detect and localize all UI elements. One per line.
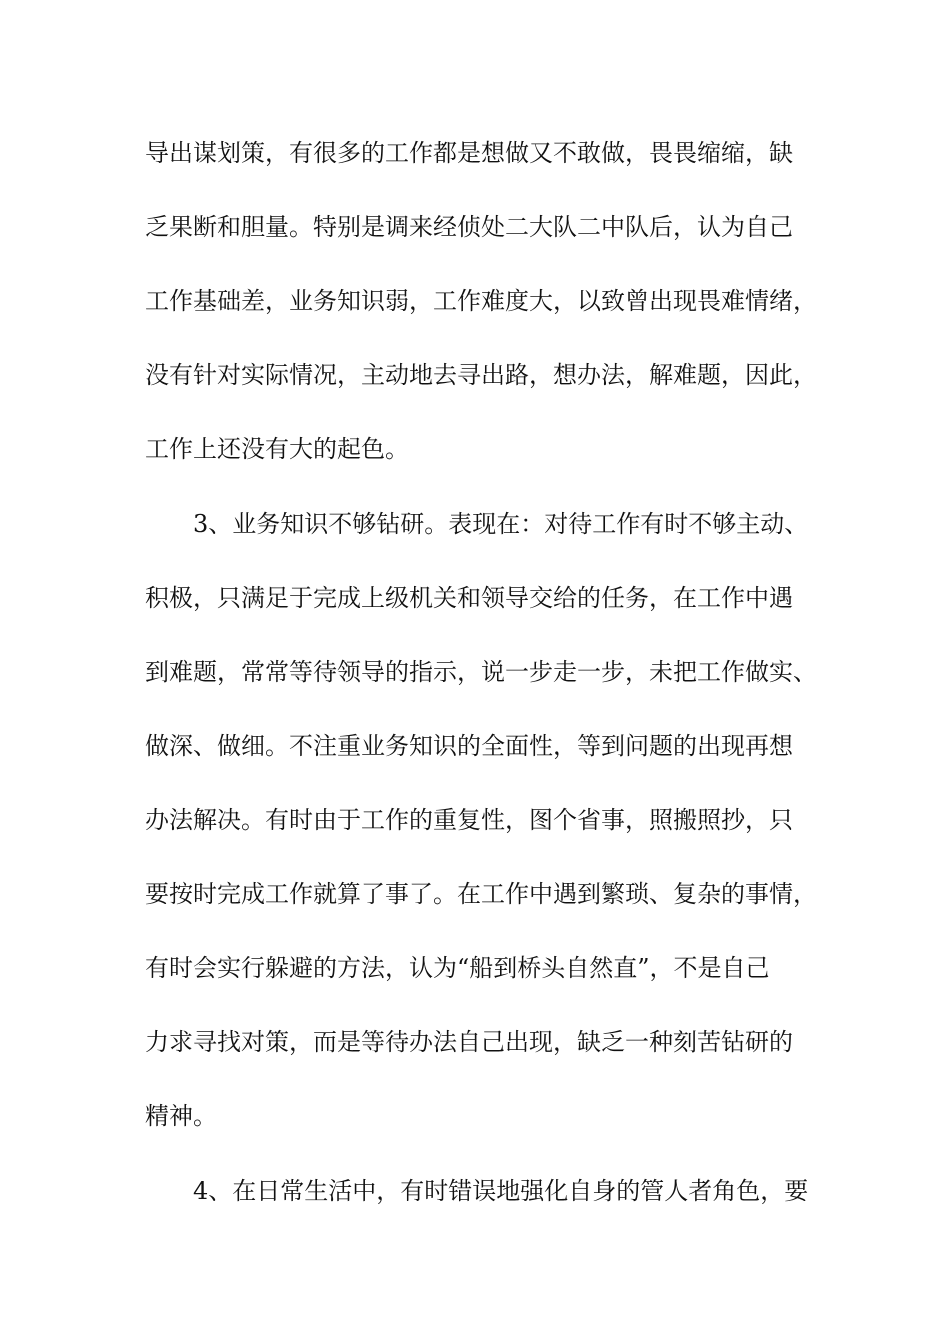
text-line-13: 力求寻找对策，而是等待办法自己出现，缺乏一种刻苦钻研的	[145, 1028, 793, 1056]
text-line-14: 精神。	[145, 1102, 217, 1130]
text-line-12: 有时会实行躲避的方法，认为“船到桥头自然直”，不是自己	[145, 954, 770, 982]
text-line-4: 没有针对实际情况，主动地去寻出路，想办法，解难题，因此，	[145, 361, 817, 389]
text-line-15: 4、在日常生活中，有时错误地强化自身的管人者角色，要	[193, 1177, 809, 1205]
text-line-7: 积极，只满足于完成上级机关和领导交给的任务，在工作中遇	[145, 584, 793, 612]
text-line-9: 做深、做细。不注重业务知识的全面性，等到问题的出现再想	[145, 732, 793, 760]
text-line-2: 乏果断和胆量。特别是调来经侦处二大队二中队后，认为自己	[145, 213, 793, 241]
text-line-8: 到难题，常常等待领导的指示，说一步走一步，未把工作做实、	[145, 658, 817, 686]
text-line-6: 3、业务知识不够钻研。表现在：对待工作有时不够主动、	[193, 510, 809, 538]
text-line-1: 导出谋划策，有很多的工作都是想做又不敢做，畏畏缩缩，缺	[145, 139, 793, 167]
text-line-11: 要按时完成工作就算了事了。在工作中遇到繁琐、复杂的事情，	[145, 880, 817, 908]
text-line-5: 工作上还没有大的起色。	[145, 435, 409, 463]
text-line-10: 办法解决。有时由于工作的重复性，图个省事，照搬照抄，只	[145, 806, 793, 834]
text-line-3: 工作基础差，业务知识弱，工作难度大，以致曾出现畏难情绪，	[145, 287, 817, 315]
